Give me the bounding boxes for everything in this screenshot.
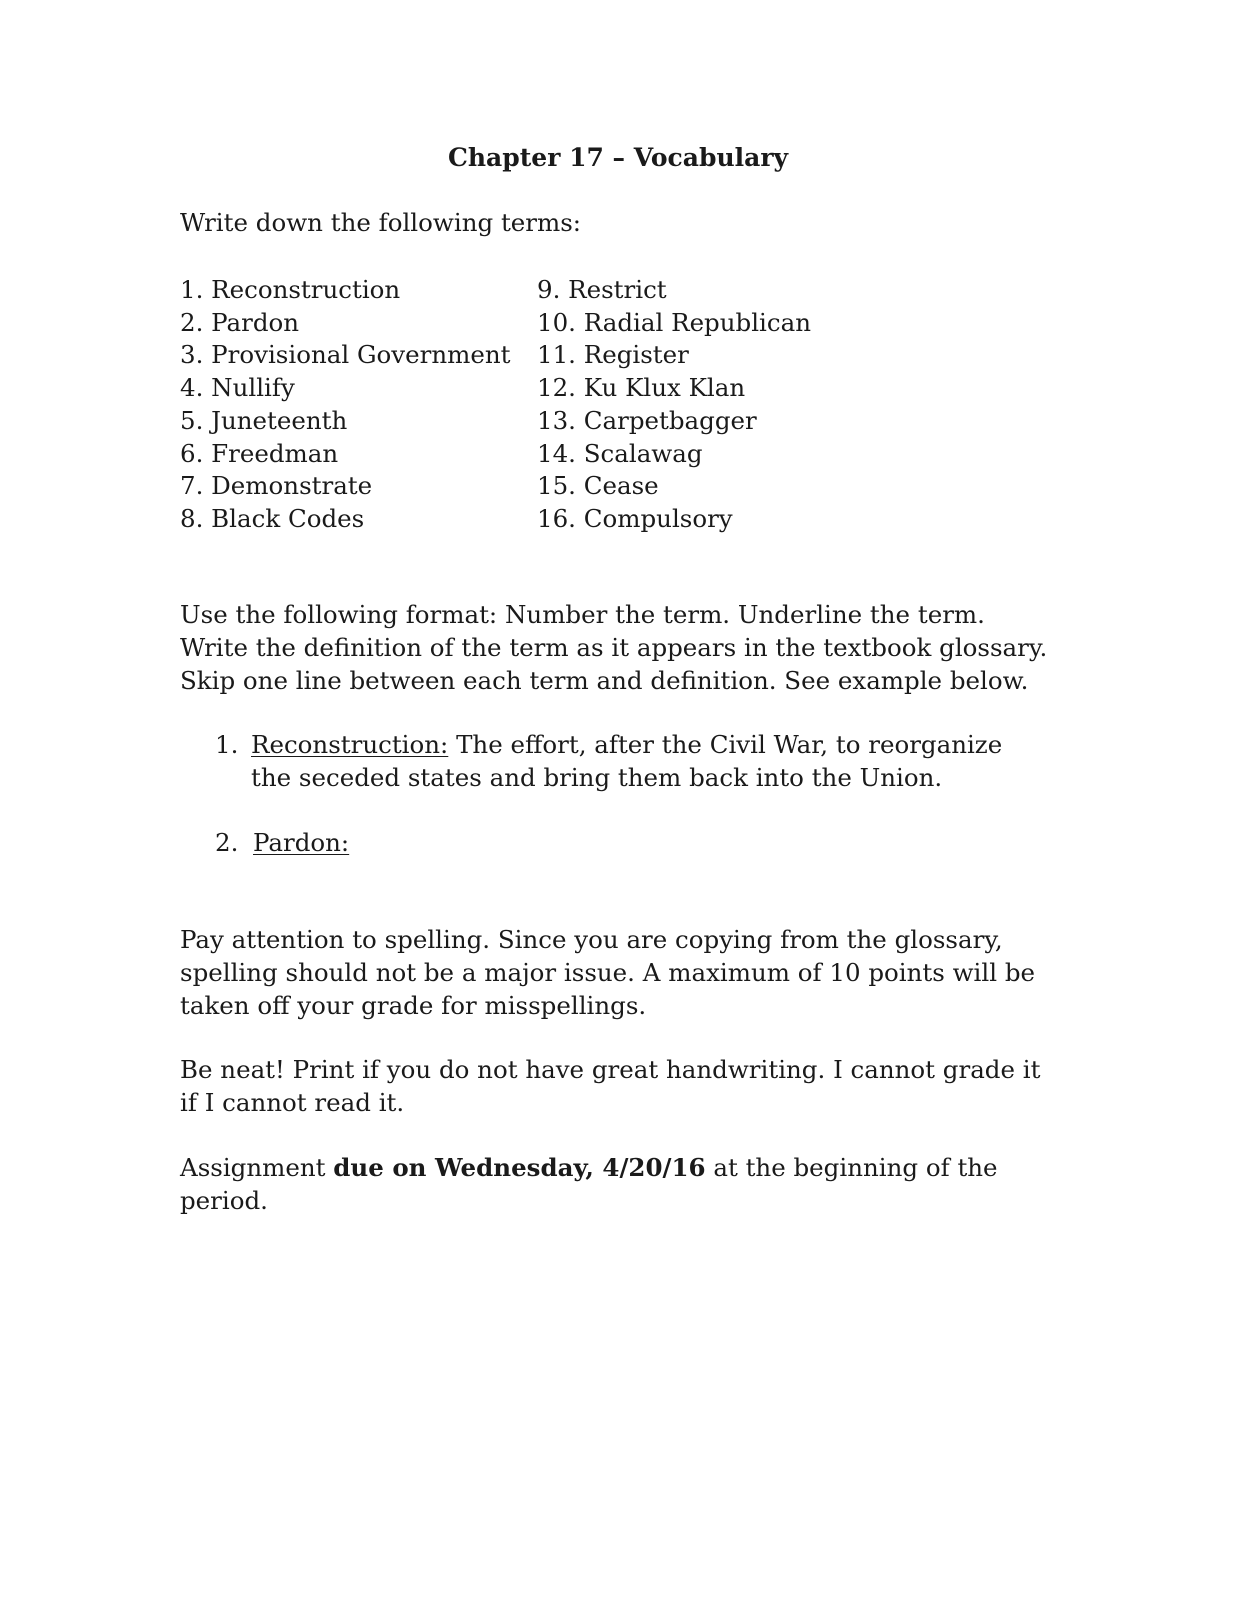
example-definition: The effort, after the Civil War, to reorganize the seceded states and bring them back into the Union. [251,730,1003,792]
list-item: 2. Pardon [180,307,300,337]
spelling-note: Pay attention to spelling. Since you are copying from the glossary, spelling should not be a major issue. A maximum of 10 points will be taken off your grade for misspellings. [180,925,1036,1020]
list-item: 5. Juneteenth [180,405,348,435]
page-title: Chapter 17 – Vocabulary [447,143,789,172]
example-item-2 [215,826,1035,859]
list-item: 4. Nullify [180,373,295,403]
list-item: 14. Scalawag [537,438,703,468]
example-body [251,728,1035,794]
list-item: 8. Black Codes [180,503,365,533]
list-item: 3. Provisional Government [180,340,511,370]
list-item: 6. Freedman [180,438,339,468]
due-suffix: at the beginning of the period. [180,1153,998,1215]
intro-text: Write down the following terms: [180,208,582,237]
list-item: 11. Register [537,340,689,370]
due-prefix: Assignment [180,1153,334,1182]
example-term: Reconstruction: [251,730,449,759]
format-instructions: Use the following format: Number the term. Underline the term. Write the definition of the term as it appears in the textbook glossary. Skip one line between each term and definition. See example below. [180,600,1048,695]
list-item: 15. Cease [537,471,659,501]
list-item: 1. Reconstruction [180,275,401,304]
list-item: 16. Compulsory [537,503,733,533]
terms-list-left [180,274,530,536]
example-term: Pardon: [253,828,350,857]
neatness-note: Be neat! Print if you do not have great handwriting. I cannot grade it if I cannot read it. [180,1055,1041,1117]
terms-list-right [537,274,957,536]
example-item-1 [215,728,1035,794]
example-number: 1. [215,730,239,759]
due-note [180,1151,1060,1217]
list-item: 12. Ku Klux Klan [537,373,746,403]
list-item: 10. Radial Republican [537,307,811,337]
list-item: 13. Carpetbagger [537,405,757,435]
list-item: 9. Restrict [537,275,667,304]
list-item: 7. Demonstrate [180,471,373,501]
due-date: due on Wednesday, 4/20/16 [333,1153,706,1182]
example-body [253,826,1035,859]
example-number: 2. [215,828,239,857]
